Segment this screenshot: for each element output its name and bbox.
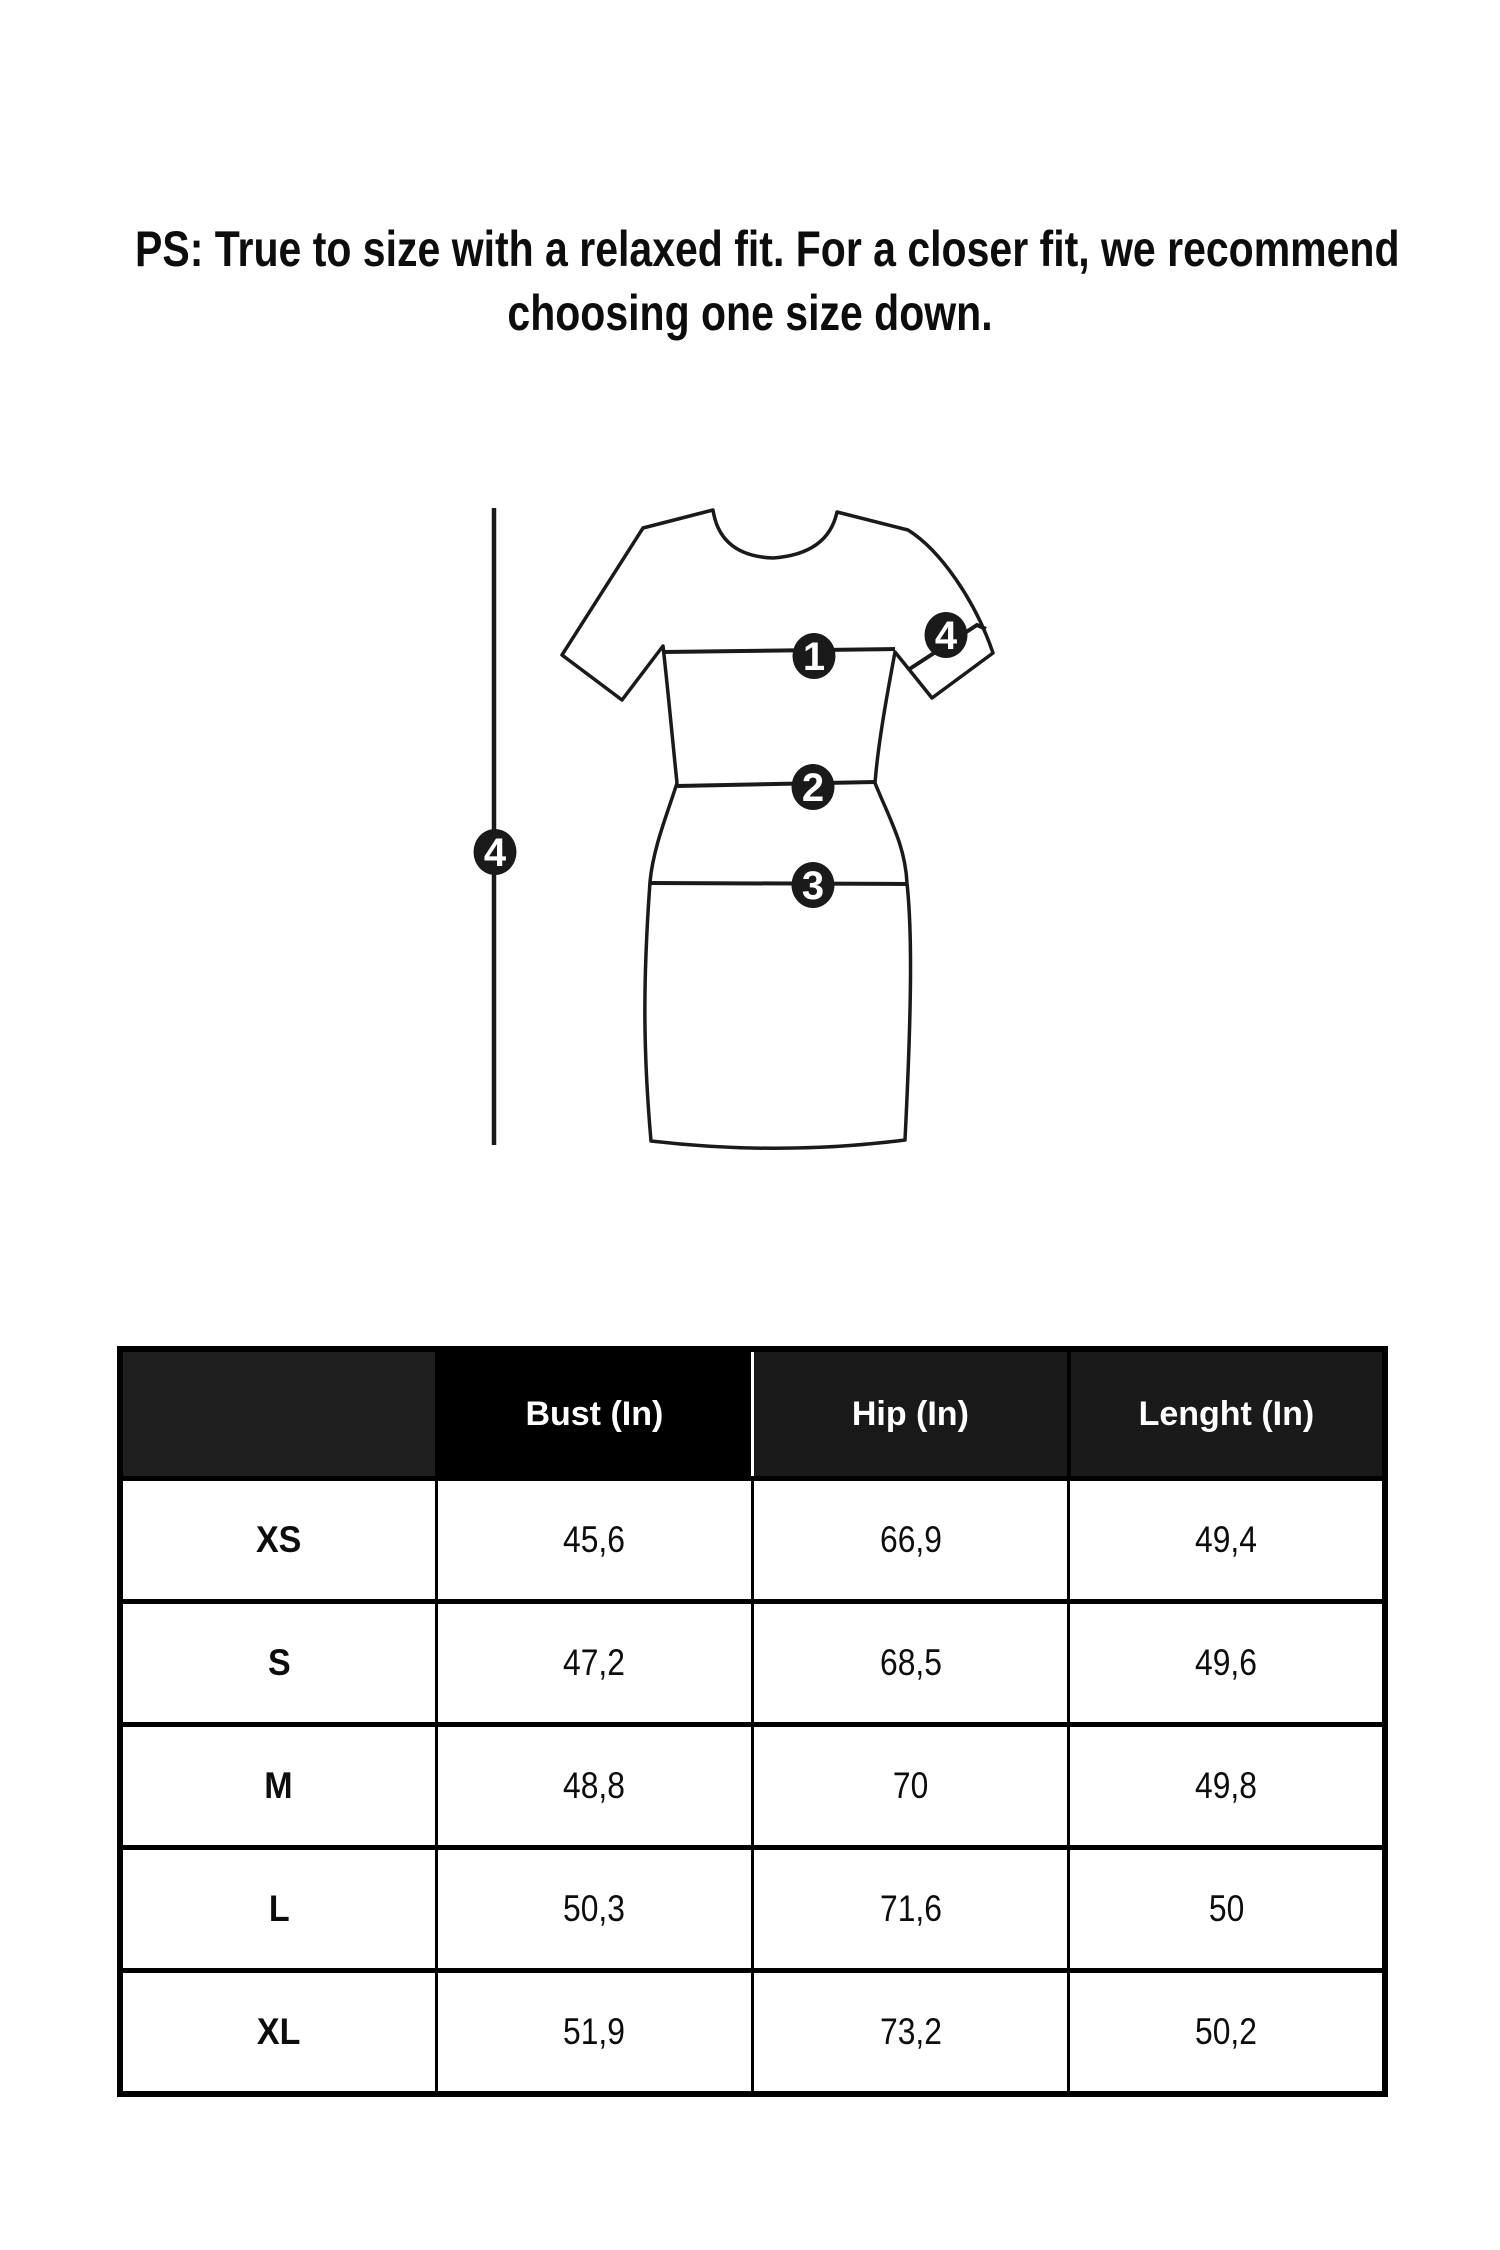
dress-measurement-diagram: [400, 480, 1060, 1180]
length-value-cell: 50,2: [1069, 1971, 1385, 2095]
bust-value-cell: 48,8: [436, 1725, 752, 1848]
hip-value-cell: 66,9: [753, 1479, 1069, 1602]
size-label-cell: S: [120, 1602, 436, 1725]
fit-note: [135, 217, 1400, 345]
size-row-xl: [120, 1971, 1385, 2095]
marker-sleeve-number: 4: [934, 614, 958, 658]
bust-value-cell: 50,3: [436, 1848, 752, 1971]
length-value-cell: 49,8: [1069, 1725, 1385, 1848]
size-row-m: [120, 1725, 1385, 1848]
size-table: [117, 1346, 1388, 2097]
size-label-cell: XL: [120, 1971, 436, 2095]
fit-note-line-2: choosing one size down.: [507, 285, 993, 341]
marker-sleeve: [925, 612, 968, 658]
marker-hip-number: 3: [801, 864, 825, 908]
marker-waist: [792, 764, 835, 810]
bust-value-cell: 51,9: [436, 1971, 752, 2095]
bust-value-cell: 45,6: [436, 1479, 752, 1602]
size-row-xs: [120, 1479, 1385, 1602]
marker-length: [474, 829, 517, 875]
bust-value-cell: 47,2: [436, 1602, 752, 1725]
fit-note-line-1: PS: True to size with a relaxed fit. For a closer fit, we recommend: [135, 221, 1400, 277]
col-header-length: Lenght (In): [1069, 1349, 1385, 1479]
header-row: [120, 1349, 1385, 1479]
size-table-section: [117, 1346, 1388, 2097]
size-label-cell: L: [120, 1848, 436, 1971]
col-header-size: [120, 1349, 436, 1479]
hip-value-cell: 68,5: [753, 1602, 1069, 1725]
length-value-cell: 49,6: [1069, 1602, 1385, 1725]
hip-value-cell: 71,6: [753, 1848, 1069, 1971]
size-table-header: [120, 1349, 1385, 1479]
dress-outline-drawing: [562, 510, 993, 1148]
size-row-l: [120, 1848, 1385, 1971]
hip-value-cell: 70: [753, 1725, 1069, 1848]
dress-diagram-svg: [400, 480, 1060, 1180]
hip-measure-line: [650, 883, 907, 884]
hip-value-cell: 73,2: [753, 1971, 1069, 2095]
size-table-body: [120, 1479, 1385, 2095]
size-label-cell: M: [120, 1725, 436, 1848]
marker-waist-number: 2: [801, 766, 825, 810]
size-label-cell: XS: [120, 1479, 436, 1602]
marker-bust: [793, 633, 836, 679]
marker-bust-number: 1: [802, 635, 826, 679]
col-header-bust: Bust (In): [436, 1349, 752, 1479]
marker-hip: [792, 862, 835, 908]
length-value-cell: 50: [1069, 1848, 1385, 1971]
size-row-s: [120, 1602, 1385, 1725]
length-value-cell: 49,4: [1069, 1479, 1385, 1602]
marker-length-number: 4: [483, 831, 507, 875]
col-header-hip: Hip (In): [753, 1349, 1069, 1479]
